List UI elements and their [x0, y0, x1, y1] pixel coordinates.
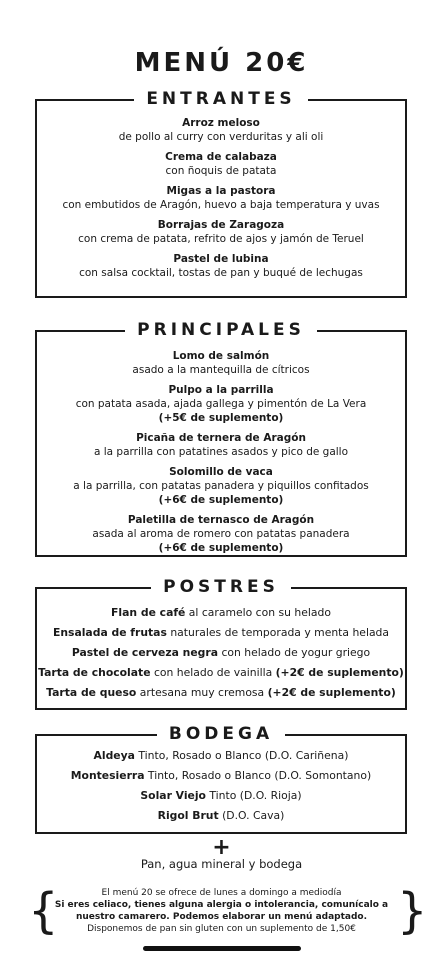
dessert-description: naturales de temporada y menta helada [166, 626, 390, 639]
section-heading-label: PRINCIPALES [125, 320, 317, 340]
availability-note: El menú 20 se ofrece de lunes a domingo a mediodía [101, 888, 342, 898]
dessert-description: artesana muy cremosa [136, 686, 268, 699]
section-heading [37, 577, 405, 597]
dessert-name: Tarta de chocolate [38, 666, 151, 679]
section-heading [37, 320, 405, 340]
plus-icon: + [212, 835, 231, 860]
footer-notes [48, 887, 395, 935]
supplement-note: (+2€ de suplemento) [267, 686, 396, 699]
dish-description: de pollo al curry con verduritas y ali oli [118, 131, 324, 143]
dish-item [37, 465, 405, 507]
dish-description: con salsa cocktail, tostas de pan y buqué de lechugas [79, 267, 363, 279]
dish-list [37, 101, 405, 280]
home-indicator[interactable] [143, 946, 301, 951]
dish-description: con embutidos de Aragón, huevo a baja temperatura y uvas [62, 199, 380, 211]
dessert-list [37, 589, 405, 700]
section-heading [37, 724, 405, 744]
dish-name: Migas a la pastora [166, 185, 276, 197]
dish-item [37, 252, 405, 280]
dish-item [37, 150, 405, 178]
dessert-description: al caramelo con su helado [185, 606, 331, 619]
dish-name: Pulpo a la parrilla [168, 384, 274, 396]
wine-item [37, 769, 405, 783]
dessert-name: Tarta de queso [46, 686, 137, 699]
wine-name: Aldeya [93, 749, 135, 762]
dish-item [37, 116, 405, 144]
section-principales [35, 320, 407, 557]
section-heading-label: BODEGA [157, 724, 285, 744]
dessert-name: Pastel de cerveza negra [71, 646, 219, 659]
dish-name: Paletilla de ternasco de Aragón [127, 514, 315, 526]
supplement-note: (+5€ de suplemento) [158, 412, 284, 424]
wine-list [37, 736, 405, 823]
dish-description: a la parrilla con patatines asados y pico de gallo [93, 446, 349, 458]
dish-description: con crema de patata, refrito de ajos y jamón de Teruel [78, 233, 364, 245]
dessert-description: con helado de yogur griego [218, 646, 371, 659]
dessert-name: Ensalada de frutas [52, 626, 167, 639]
dessert-item [37, 646, 405, 660]
wine-item [37, 789, 405, 803]
dish-item [37, 218, 405, 246]
dish-name: Picaña de ternera de Aragón [136, 432, 306, 444]
dish-description: con ñoquis de patata [165, 165, 277, 177]
section-postres [35, 577, 407, 710]
dessert-name: Flan de café [111, 606, 186, 619]
wine-item [37, 809, 405, 823]
dish-name: Borrajas de Zaragoza [157, 219, 285, 231]
dish-item [37, 349, 405, 377]
dish-item [37, 431, 405, 459]
dish-name: Arroz meloso [182, 117, 260, 129]
wine-name: Solar Viejo [140, 789, 206, 802]
wine-description: (D.O. Cava) [218, 809, 285, 822]
menu-title: MENÚ 20€ [134, 48, 309, 78]
section-heading-label: ENTRANTES [134, 89, 307, 109]
section-bodega [35, 724, 407, 834]
included-extras: Pan, agua mineral y bodega [140, 857, 303, 871]
section-entrantes [35, 89, 407, 298]
dish-name: Pastel de lubina [173, 253, 269, 265]
supplement-note: (+2€ de suplemento) [275, 666, 404, 679]
dish-list [37, 332, 405, 555]
dessert-item [37, 626, 405, 640]
right-brace-icon: } [397, 883, 428, 939]
dish-description: a la parrilla, con patatas panadera y piquillos confitados [73, 480, 369, 492]
gluten-free-note: Disponemos de pan sin gluten con un suplemento de 1,50€ [87, 924, 356, 934]
dessert-description: con helado de vainilla [150, 666, 276, 679]
wine-description: Tinto (D.O. Rioja) [205, 789, 302, 802]
section-heading [37, 89, 405, 109]
section-heading-label: POSTRES [151, 577, 291, 597]
supplement-note: (+6€ de suplemento) [158, 542, 284, 554]
dish-name: Crema de calabaza [165, 151, 277, 163]
dish-description: asada al aroma de romero con patatas panadera [92, 528, 350, 540]
dish-description: asado a la mantequilla de cítricos [132, 364, 310, 376]
dish-name: Lomo de salmón [172, 350, 270, 362]
dish-description: con patata asada, ajada gallega y pimentón de La Vera [75, 398, 367, 410]
dessert-item [37, 606, 405, 620]
dish-item [37, 184, 405, 212]
dessert-item [37, 686, 405, 700]
dish-name: Solomillo de vaca [169, 466, 273, 478]
wine-name: Rigol Brut [157, 809, 219, 822]
dessert-item [37, 666, 405, 680]
dish-item [37, 513, 405, 555]
dish-item [37, 383, 405, 425]
supplement-note: (+6€ de suplemento) [158, 494, 284, 506]
wine-name: Montesierra [70, 769, 145, 782]
wine-description: Tinto, Rosado o Blanco (D.O. Cariñena) [134, 749, 349, 762]
wine-item [37, 749, 405, 763]
allergy-note: Si eres celiaco, tienes alguna alergia o intolerancia, comunícalo a nuestro camarero. Podemos elaborar un menú adaptado. [54, 900, 389, 922]
left-brace-icon: { [28, 883, 59, 939]
wine-description: Tinto, Rosado o Blanco (D.O. Somontano) [144, 769, 372, 782]
